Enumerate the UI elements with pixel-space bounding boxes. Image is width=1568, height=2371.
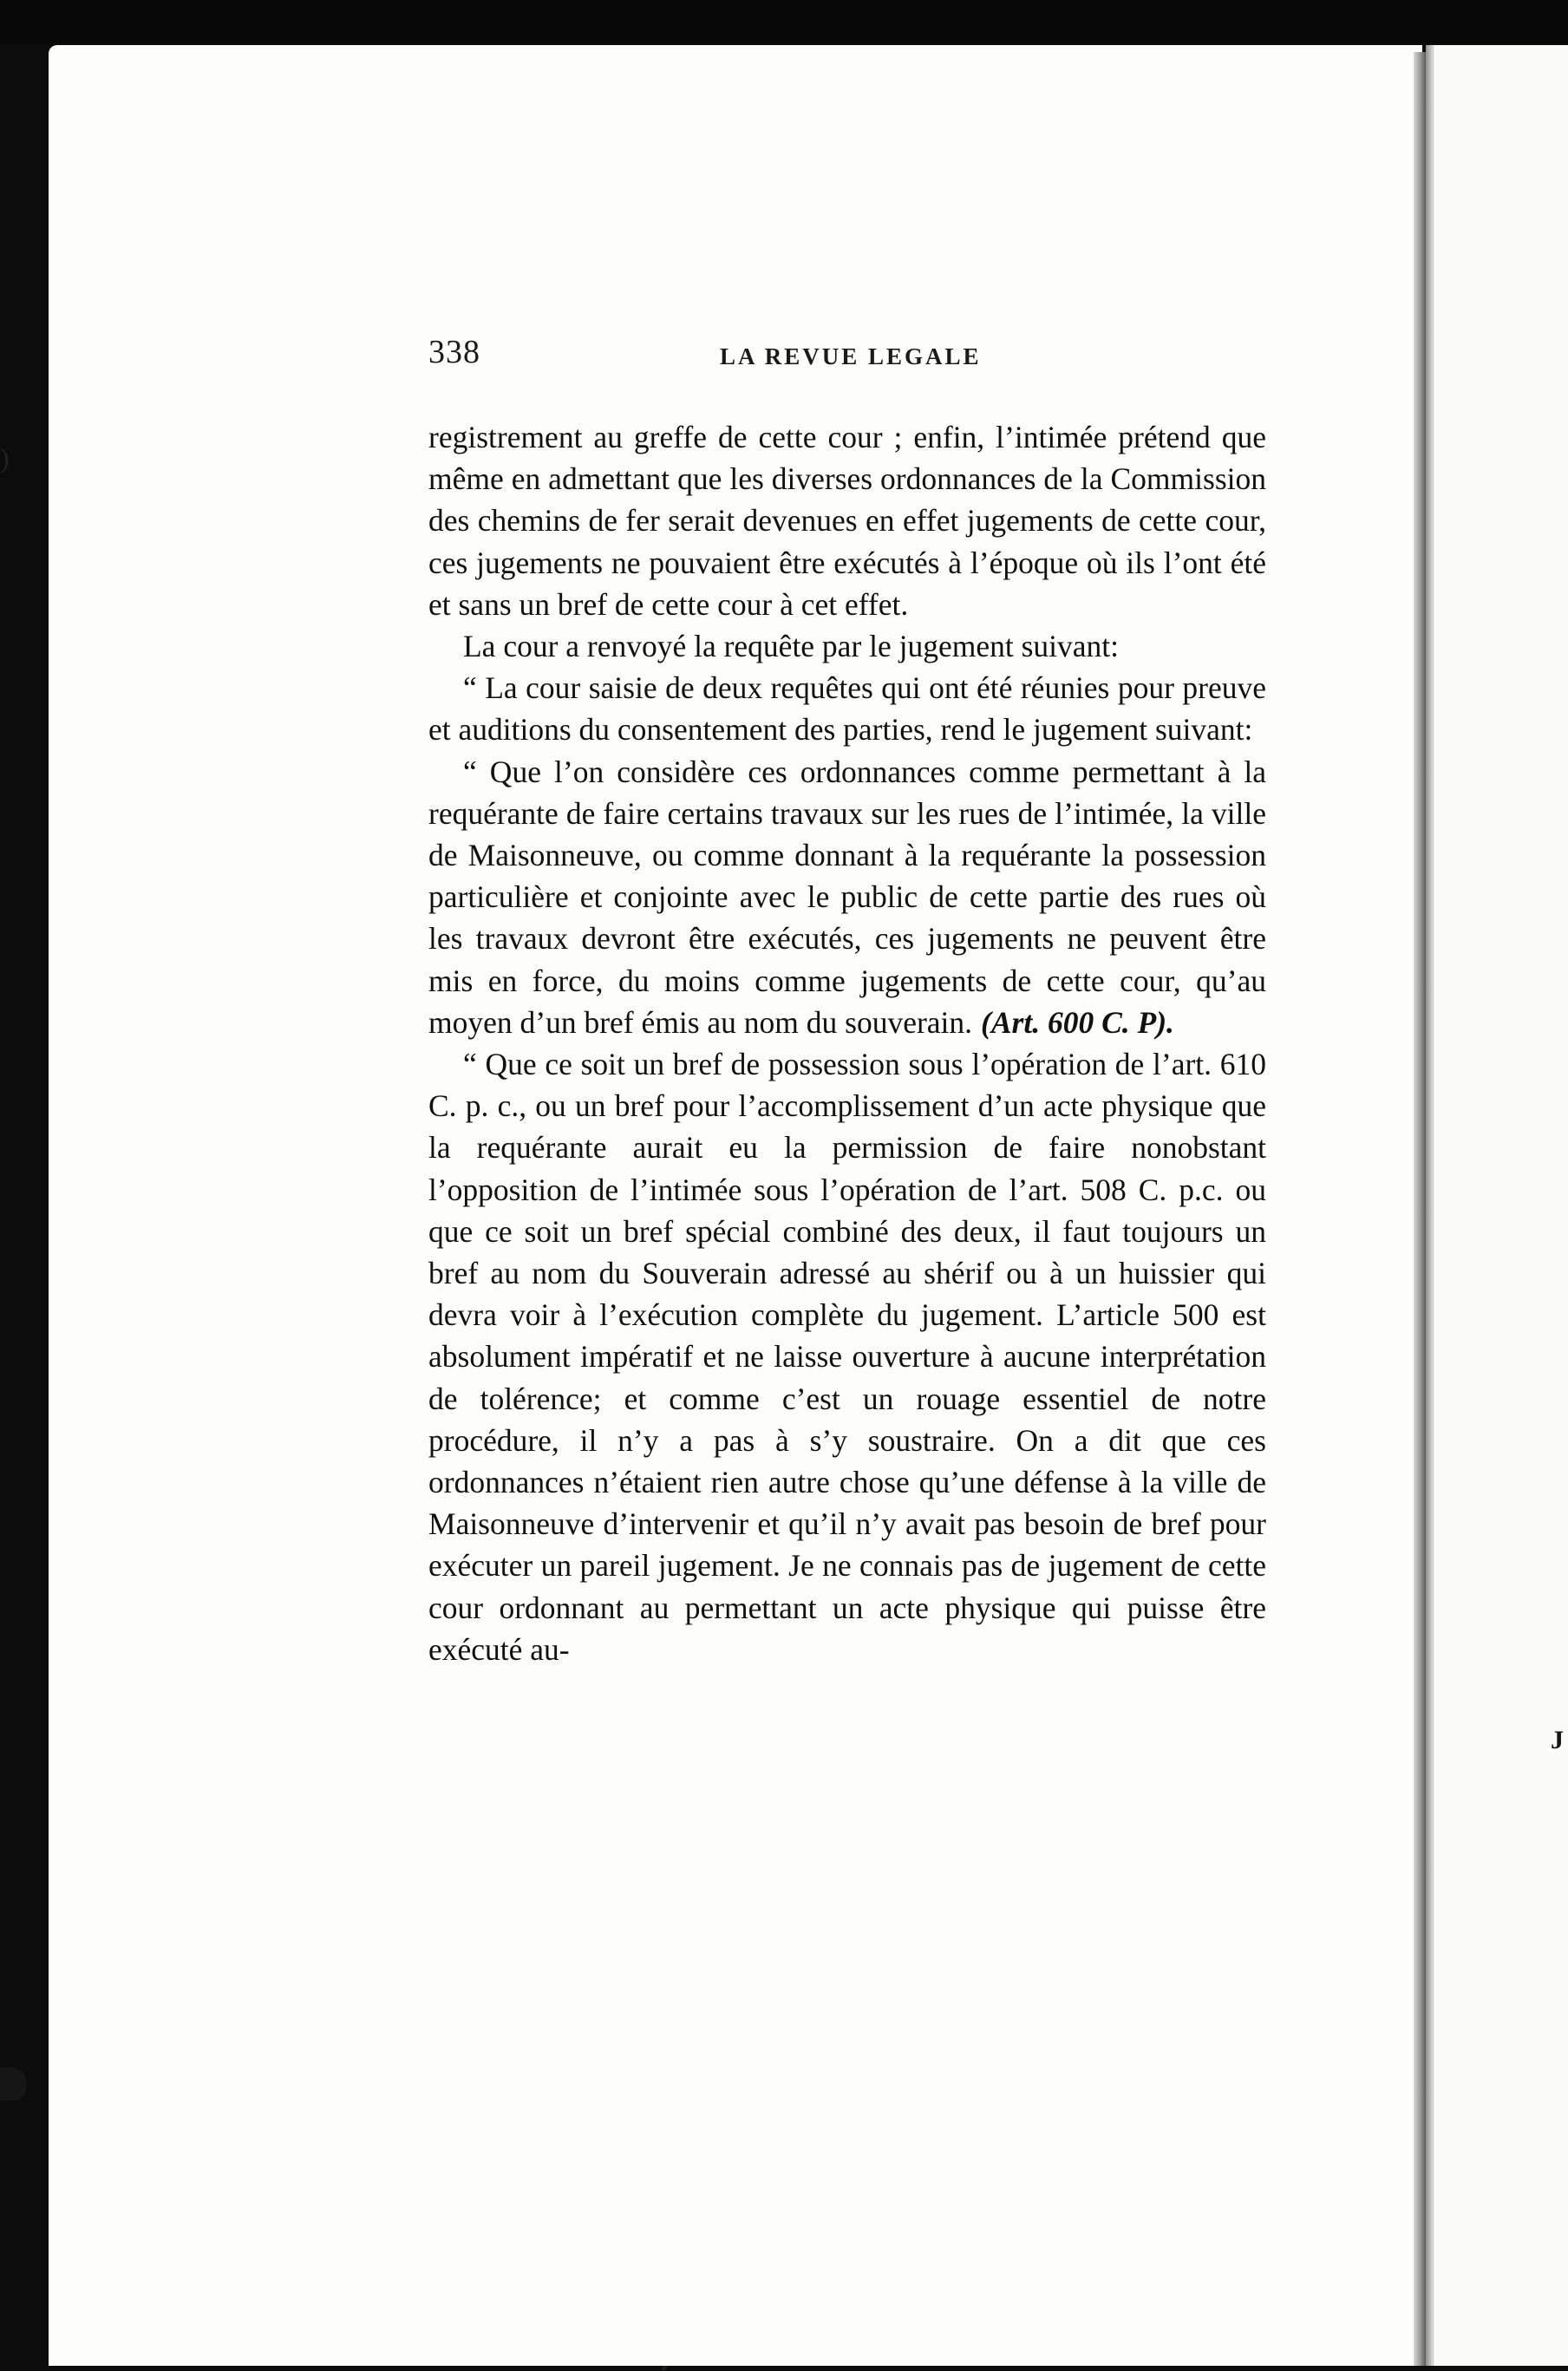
article-reference: (Art. 600 C. P). [981, 1004, 1174, 1040]
paragraph-1: registrement au greffe de cette cour ; enfin, l’intimée prétend que même en admettant que les diverses ordonnances de la Commission des chemins de fer serait devenues en effet jugements de cette cour, ces jugements ne pouvaient être exécutés à l’époque où ils l’ont été et sans un bref de cette cour à cet effet. [428, 420, 1266, 622]
page-header [428, 333, 1296, 376]
scan-left-mark [0, 2067, 26, 2100]
paragraph-3: “ La cour saisie de deux requêtes qui ont été réunies pour preuve et auditions du consentement des parties, rend le jugement suivant: [428, 670, 1266, 748]
running-title: LA REVUE LEGALE [720, 343, 982, 369]
page-gutter [1414, 52, 1426, 2366]
adjacent-page-letter: J [1551, 1726, 1564, 1754]
paragraph-4-text: “ Que l’on considère ces ordonnances comme permettant à la requérante de faire certains travaux sur les rues de l’intimée, la ville de Maisonneuve, ou comme donnant à la requérante la possession particulière et conjointe avec le public de cette partie des rues où les travaux devront être exécutés, ces jugements ne peuvent être mis en force, du moins comme jugements de cette cour, qu’au moyen d’un bref émis au nom du souverain. [428, 754, 1266, 1040]
paragraph-5: “ Que ce soit un bref de possession sous l’opération de l’art. 610 C. p. c., ou un bref pour l’accomplissement d’un acte physique que la requérante aurait eu la permission de faire nonobstant l’opposition de l’intimée sous l’opération de l’art. 508 C. p.c. ou que ce soit un bref spécial combiné des deux, il faut toujours un bref au nom du Souverain adressé au shérif ou à un huissier qui devra voir à l’exécution complète du jugement. L’article 500 est absolument impératif et ne laisse ouverture à aucune interprétation de tolérence; et comme c’est un rouage essentiel de notre procédure, il n’y a pas à s’y soustraire. On a dit que ces ordonnances n’étaient rien autre chose qu’une défense à la ville de Maisonneuve d’intervenir et qu’il n’y avait pas besoin de bref pour exécuter un pareil jugement. Je ne connais pas de jugement de cette cour ordonnant au permettant un acte physique qui puisse être exécuté au- [428, 1047, 1266, 1667]
margin-mark: ) [0, 442, 10, 474]
adjacent-page-edge [1426, 45, 1434, 2366]
scan-top-border [0, 0, 1568, 43]
body-text [428, 416, 1266, 1670]
paragraph-2: La cour a renvoyé la requête par le jugement suivant: [463, 629, 1120, 664]
paragraph-4 [428, 751, 1266, 1043]
adjacent-page [1426, 45, 1568, 2366]
page-number: 338 [428, 334, 480, 370]
